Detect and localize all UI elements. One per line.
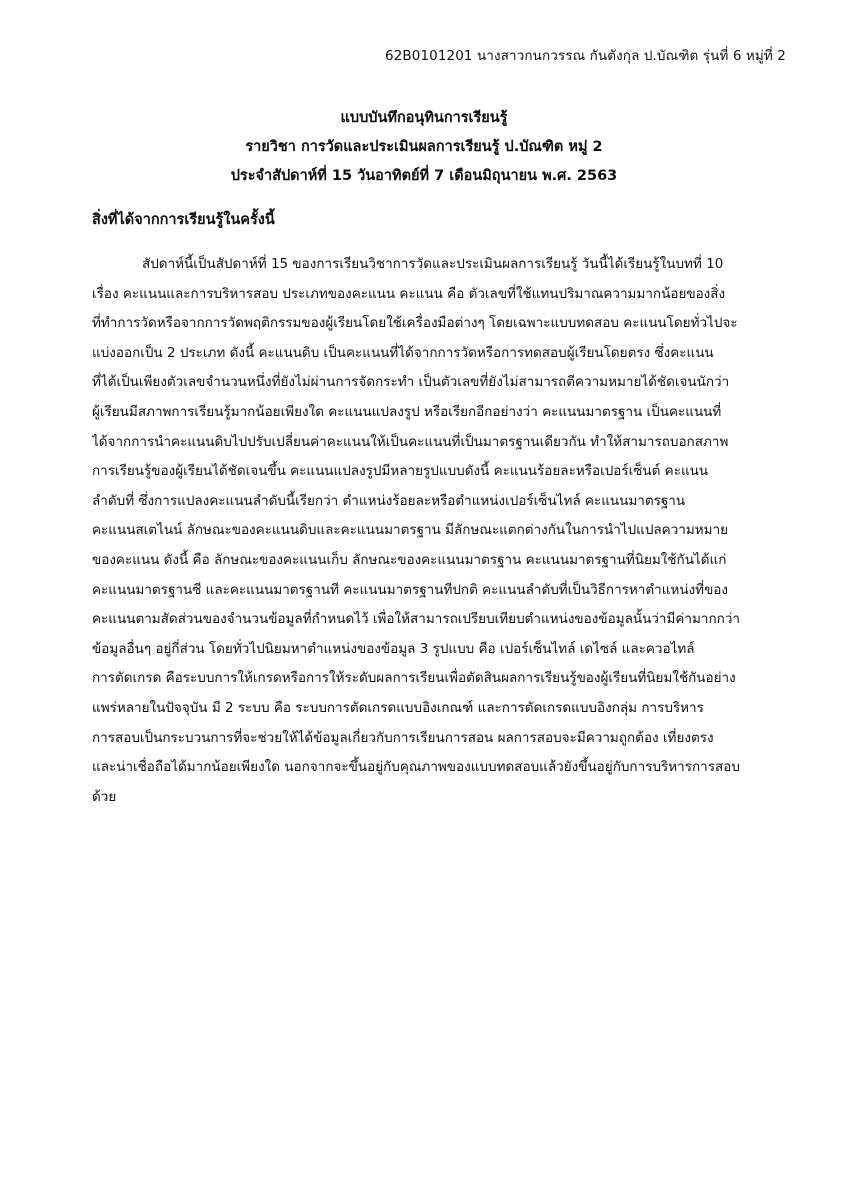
paragraph-line: การเรียนรู้ของผู้เรียนได้ชัดเจนขึ้น คะแนนแปลงรูปมีหลายรูปแบบดังนี้ คะแนนร้อยละหรือเปอร์เซ็นต์ คะแนน [92,463,709,480]
paragraph-line: สัปดาห์นี้เป็นสัปดาห์ที่ 15 ของการเรียนวิชาการวัดและประเมินผลการเรียนรู้ วันนี้ได้เรียนรู้ในบทที่ 10 [142,256,724,272]
paragraph-line: ที่ทำการวัดหรือจากการวัดพฤติกรรมของผู้เรียนโดยใช้เครื่องมือต่างๆ โดยเฉพาะแบบทดสอบ คะแนนโดยทั่วไปจะ [92,315,738,332]
paragraph-line: ด้วย [92,788,117,805]
body-paragraph [92,250,788,812]
paragraph-line: ที่ได้เป็นเพียงตัวเลขจำนวนหนึ่งที่ยังไม่ผ่านการจัดกระทำ เป็นตัวเลขที่ยังไม่สามารถตีความหมายได้ชัดเจนนักว่า [92,374,730,391]
section-heading: สิ่งที่ได้จากการเรียนรู้ในครั้งนี้ [92,212,275,228]
paragraph-line: การตัดเกรด คือระบบการให้เกรดหรือการให้ระดับผลการเรียนเพื่อตัดสินผลการเรียนรู้ของผู้เรียนที่นิยมใช้กันอย่าง [92,670,736,687]
paragraph-line: ผู้เรียนมีสภาพการเรียนรู้มากน้อยเพียงใด คะแนนแปลงรูป หรือเรียกอีกอย่างว่า คะแนนมาตรฐาน เป็นคะแนนที่ [92,403,722,420]
title-line-2: รายวิชา การวัดและประเมินผลการเรียนรู้ ป.บัณฑิต หมู่ 2 [245,139,603,155]
paragraph-line: ข้อมูลอื่นๆ อยู่กี่ส่วน โดยทั่วไปนิยมหาตำแหน่งของข้อมูล 3 รูปแบบ คือ เปอร์เซ็นไทล์ เดไซล์ และควอไทล์ [92,640,695,657]
paragraph-line: เรื่อง คะแนนและการบริหารสอบ ประเภทของคะแนน คะแนน คือ ตัวเลขที่ใช้แทนปริมาณความมากน้อยของสิ่ง [92,285,726,302]
paragraph-line: แพร่หลายในปัจจุบัน มี 2 ระบบ คือ ระบบการตัดเกรดแบบอิงเกณฑ์ และการตัดเกรดแบบอิงกลุ่ม การบริหาร [92,699,704,716]
paragraph-line: การสอบเป็นกระบวนการที่จะช่วยให้ได้ข้อมูลเกี่ยวกับการเรียนการสอน ผลการสอบจะมีความถูกต้อง เที่ยงตรง [92,729,714,746]
paragraph-line: ของคะแนน ดังนี้ คือ ลักษณะของคะแนนเก็บ ลักษณะของคะแนนมาตรฐาน คะแนนมาตรฐานที่นิยมใช้กันได้แก่ [92,551,727,568]
student-header: 62B0101201 นางสาวกนกวรรณ กันตังกุล ป.บัณฑิต รุ่นที่ 6 หมู่ที่ 2 [385,48,786,64]
paragraph-line: ได้จากการนำคะแนนดิบไปปรับเปลี่ยนค่าคะแนนให้เป็นคะแนนที่เป็นมาตรฐานเดียวกัน ทำให้สามารถบอกสภาพ [92,433,729,450]
paragraph-line: คะแนนตามสัดส่วนของจำนวนข้อมูลที่กำหนดไว้ เพื่อให้สามารถเปรียบเทียบตำแหน่งของข้อมูลนั้นว่ามีค่ามากกว่า [92,611,740,628]
paragraph-line: ลำดับที่ ซึ่งการแปลงคะแนนลำดับนี้เรียกว่า ตำแหน่งร้อยละหรือตำแหน่งเปอร์เซ็นไทล์ คะแนนมาตรฐาน [92,492,686,509]
title-line-1: แบบบันทึกอนุทินการเรียนรู้ [340,110,508,126]
title-line-3: ประจำสัปดาห์ที่ 15 วันอาทิตย์ที่ 7 เดือนมิถุนายน พ.ศ. 2563 [230,168,618,184]
paragraph-line: แบ่งออกเป็น 2 ประเภท ดังนี้ คะแนนดิบ เป็นคะแนนที่ได้จากการวัดหรือการทดสอบผู้เรียนโดยตรง ซึ่งคะแนน [92,344,714,361]
paragraph-line: คะแนนสเตไนน์ ลักษณะของคะแนนดิบและคะแนนมาตรฐาน มีลักษณะแตกต่างกันในการนำไปแปลความหมาย [92,522,729,539]
paragraph-line: คะแนนมาตรฐานซี และคะแนนมาตรฐานที คะแนนมาตรฐานทีปกติ คะแนนลำดับที่เป็นวิธีการหาตำแหน่งที่ของ [92,581,728,598]
document-title [0,104,848,191]
paragraph-line: และน่าเชื่อถือได้มากน้อยเพียงใด นอกจากจะขึ้นอยู่กับคุณภาพของแบบทดสอบแล้วยังขึ้นอยู่กับการบริหารการสอบ [92,759,740,776]
